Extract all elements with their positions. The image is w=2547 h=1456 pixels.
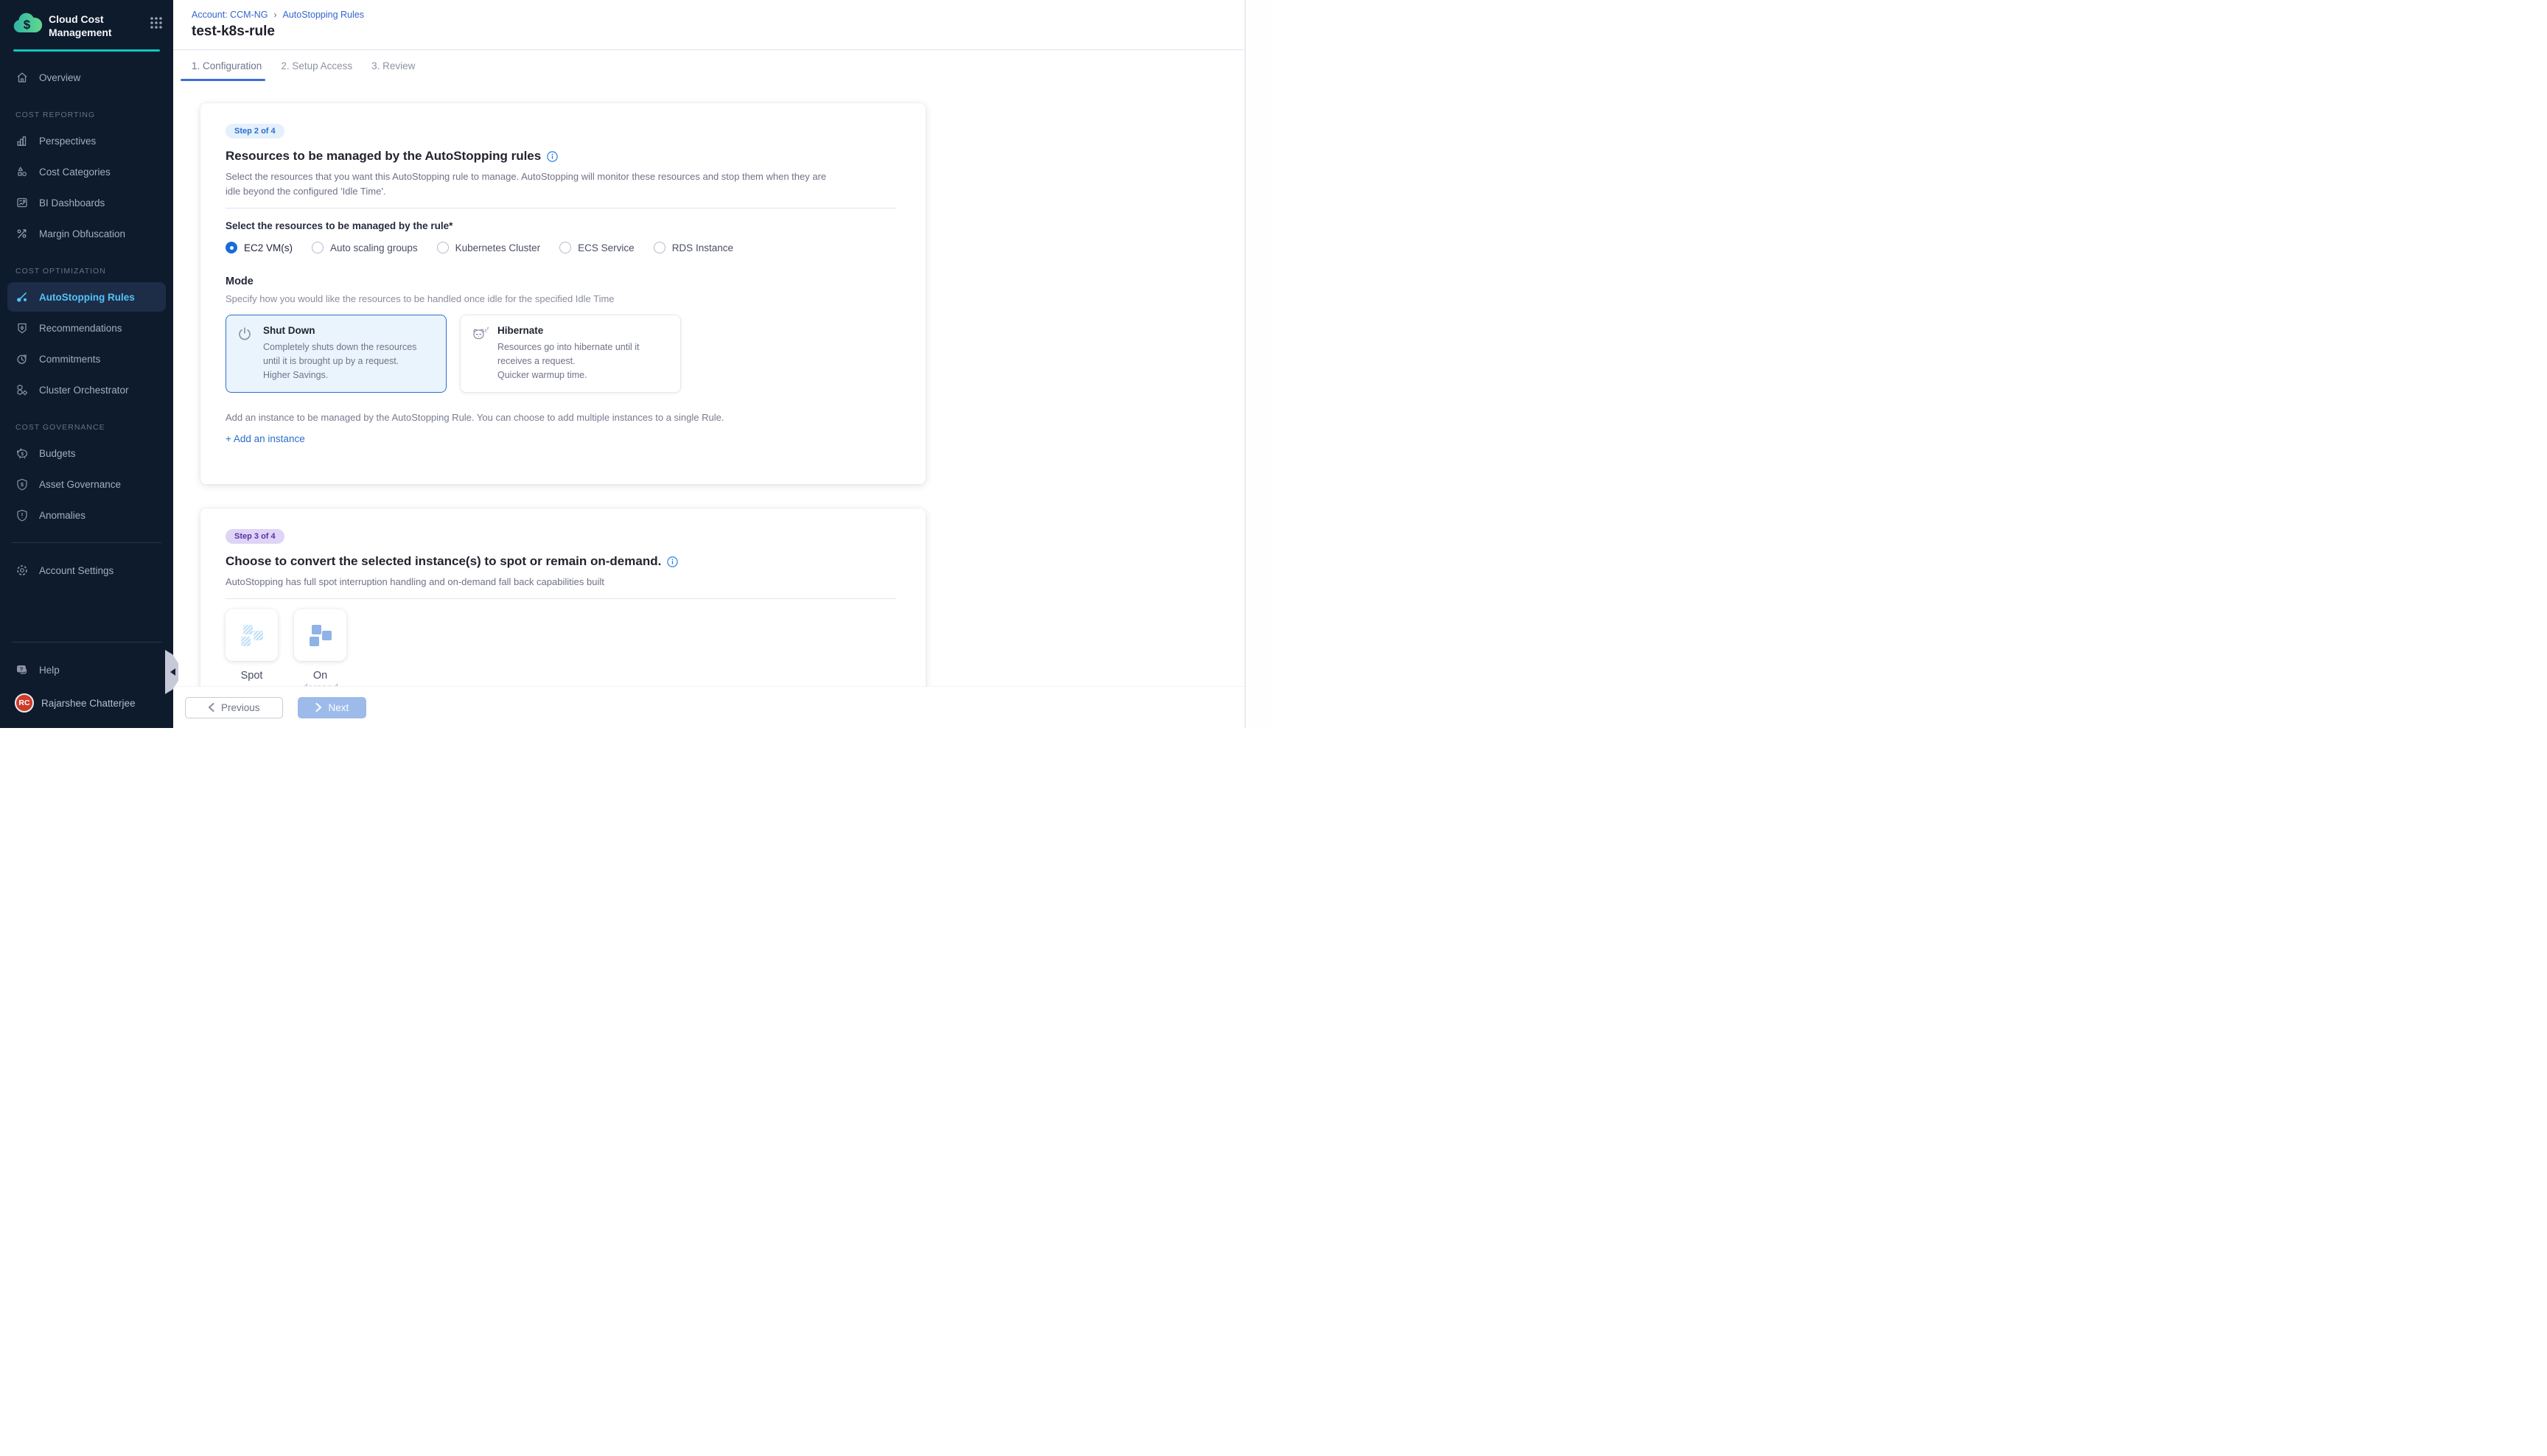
divider xyxy=(226,598,896,599)
tab-review[interactable]: 3. Review xyxy=(371,60,416,71)
wizard-footer xyxy=(173,686,1244,728)
sidebar-item-label: Asset Governance xyxy=(39,478,122,490)
radio-icon[interactable] xyxy=(437,242,449,253)
dashboard-icon xyxy=(15,196,29,209)
sidebar-item-autostopping-rules[interactable] xyxy=(7,282,166,312)
previous-button[interactable]: Previous xyxy=(185,697,283,718)
section-cost-optimization: COST OPTIMIZATION xyxy=(15,267,106,276)
radio-ecs-service[interactable]: ECS Service xyxy=(559,242,635,253)
sidebar-item-bi-dashboards[interactable] xyxy=(7,188,166,217)
autostopping-gauge-icon xyxy=(15,290,29,304)
mode-desc: Resources go into hibernate until it receives a request. Quicker warmup time. xyxy=(497,342,640,380)
tab-configuration[interactable]: 1. Configuration xyxy=(192,50,262,81)
svg-text:$: $ xyxy=(20,480,24,488)
wizard-tabs xyxy=(173,50,1244,81)
info-icon[interactable] xyxy=(667,556,678,567)
sidebar-item-commitments[interactable] xyxy=(7,344,166,374)
shield-alert-icon xyxy=(15,508,29,522)
sidebar-item-perspectives[interactable] xyxy=(7,126,166,155)
sidebar-item-label: Cluster Orchestrator xyxy=(39,384,129,396)
sidebar-divider xyxy=(12,542,161,543)
resource-radio-group xyxy=(226,242,896,253)
mode-title: Hibernate xyxy=(497,325,544,337)
sidebar-item-label: Perspectives xyxy=(39,135,97,147)
module-grid-icon[interactable] xyxy=(150,12,163,33)
power-icon xyxy=(237,325,255,382)
sidebar-item-cost-categories[interactable] xyxy=(7,157,166,186)
mode-hint: Specify how you would like the resources to be handled once idle for the specified Idle Time xyxy=(226,293,615,305)
add-instance-link[interactable]: + Add an instance xyxy=(226,433,305,444)
sidebar-item-overview[interactable] xyxy=(7,63,166,92)
chevron-right-icon xyxy=(315,703,322,712)
breadcrumb-chevron-icon: › xyxy=(273,10,277,20)
home-icon xyxy=(15,71,29,84)
sidebar-item-label: Recommendations xyxy=(39,322,122,334)
svg-text:$: $ xyxy=(21,452,24,457)
radio-icon[interactable] xyxy=(654,242,665,253)
svg-text:z: z xyxy=(486,326,489,332)
divider xyxy=(226,208,896,209)
spot-option[interactable] xyxy=(226,609,278,695)
section-cost-reporting: COST REPORTING xyxy=(15,111,96,119)
sidebar-item-anomalies[interactable] xyxy=(7,500,166,530)
app-root xyxy=(0,0,1274,728)
brand-title: Cloud Cost Management xyxy=(49,13,112,38)
radio-selected-icon[interactable] xyxy=(226,242,237,253)
sidebar-nav xyxy=(0,52,173,728)
radio-icon[interactable] xyxy=(312,242,324,253)
radio-rds-instance[interactable]: RDS Instance xyxy=(654,242,733,253)
sidebar-item-label: Commitments xyxy=(39,353,101,365)
resource-question-label: Select the resources to be managed by the rule* xyxy=(226,220,453,232)
shield-dollar-icon xyxy=(15,477,29,491)
spot-ondemand-options xyxy=(226,609,896,695)
spot-tile-icon xyxy=(226,609,278,661)
tag-sparkle-icon xyxy=(15,321,29,335)
bar-chart-icon xyxy=(15,134,29,147)
svg-text:?: ? xyxy=(19,665,24,673)
sidebar-item-asset-governance[interactable] xyxy=(7,469,166,499)
cloud-cost-management-logo-icon xyxy=(12,12,43,34)
mode-card-shutdown[interactable] xyxy=(226,315,447,392)
sidebar-item-label: Cost Categories xyxy=(39,166,111,178)
next-button[interactable]: Next xyxy=(298,697,367,718)
sidebar-item-label: Overview xyxy=(39,71,81,83)
right-rail xyxy=(1245,0,1274,728)
step2-title: Resources to be managed by the AutoStopping rules xyxy=(226,149,896,164)
sidebar-item-label: AutoStopping Rules xyxy=(39,291,135,303)
page-header xyxy=(173,0,1244,50)
spot-label: Spot xyxy=(240,670,263,682)
sidebar-item-budgets[interactable] xyxy=(7,438,166,468)
step3-title: Choose to convert the selected instance(s) to spot or remain on-demand. xyxy=(226,554,896,569)
percent-icon xyxy=(15,227,29,240)
sidebar-item-recommendations[interactable] xyxy=(7,313,166,343)
sidebar-item-help[interactable] xyxy=(7,655,166,685)
radio-ec2-vms[interactable]: EC2 VM(s) xyxy=(226,242,293,253)
breadcrumb-account-link[interactable]: Account: CCM-NG xyxy=(192,10,268,20)
tab-setup-access[interactable]: 2. Setup Access xyxy=(281,60,353,71)
sidebar-item-margin-obfuscation[interactable] xyxy=(7,219,166,248)
mode-card-hibernate[interactable] xyxy=(460,315,681,392)
breadcrumb xyxy=(192,10,1244,20)
avatar: RC xyxy=(15,693,34,713)
piggy-bank-icon xyxy=(15,447,29,460)
mode-label: Mode xyxy=(226,276,254,288)
mode-desc: Completely shuts down the resources until it is brought up by a request. Higher Savings. xyxy=(263,342,417,380)
on-demand-label: On xyxy=(312,670,328,682)
mode-title: Shut Down xyxy=(263,325,315,337)
sidebar-item-label: Anomalies xyxy=(39,509,86,521)
on-demand-option[interactable] xyxy=(294,609,346,695)
add-instance-hint: Add an instance to be managed by the AutoStopping Rule. You can choose to add multiple instances to a single Rule. xyxy=(226,411,724,423)
sidebar-item-label: Budgets xyxy=(39,447,76,459)
sidebar-item-label: Help xyxy=(39,664,60,676)
shapes-icon xyxy=(15,165,29,178)
sidebar-item-account-settings[interactable] xyxy=(7,556,166,585)
sidebar-item-cluster-orchestrator[interactable] xyxy=(7,375,166,405)
step2-badge: Step 2 of 4 xyxy=(226,124,284,139)
user-menu[interactable] xyxy=(7,687,166,719)
step2-description: Select the resources that you want this AutoStopping rule to manage. AutoStopping will monitor these resources and stop them when they are idle beyond the configured 'Idle Time'. xyxy=(226,171,827,197)
sleeping-bear-icon xyxy=(472,325,489,382)
hexagons-gear-icon xyxy=(15,383,29,396)
breadcrumb-autostopping-link[interactable]: AutoStopping Rules xyxy=(282,10,364,20)
svg-text:$: $ xyxy=(23,18,31,32)
radio-icon[interactable] xyxy=(559,242,571,253)
step3-description: AutoStopping has full spot interruption handling and on-demand fall back capabilities built xyxy=(226,576,604,587)
sidebar-bottom-divider xyxy=(12,642,161,643)
sidebar xyxy=(0,0,173,728)
info-icon[interactable] xyxy=(547,151,558,162)
mode-cards xyxy=(226,315,896,392)
gear-icon xyxy=(15,564,29,577)
radio-kubernetes-cluster[interactable]: Kubernetes Cluster xyxy=(437,242,541,253)
wizard-content xyxy=(173,81,1244,728)
sidebar-item-label: BI Dashboards xyxy=(39,197,105,209)
svg-text:z: z xyxy=(484,328,487,334)
chevron-left-icon xyxy=(208,703,214,712)
radio-auto-scaling-groups[interactable]: Auto scaling groups xyxy=(312,242,418,253)
page-title: test-k8s-rule xyxy=(192,24,275,39)
on-demand-tile-icon xyxy=(294,609,346,661)
user-name: Rajarshee Chatterjee xyxy=(41,697,136,709)
step3-badge: Step 3 of 4 xyxy=(226,529,284,544)
sidebar-item-label: Account Settings xyxy=(39,564,114,576)
clock-history-icon xyxy=(15,352,29,365)
brand[interactable] xyxy=(0,0,173,46)
step2-card xyxy=(200,103,926,484)
help-chat-icon xyxy=(15,663,29,676)
sidebar-item-label: Margin Obfuscation xyxy=(39,228,126,239)
chevron-left-icon xyxy=(170,668,175,676)
main-panel xyxy=(173,0,1274,728)
section-cost-governance: COST GOVERNANCE xyxy=(15,423,105,432)
